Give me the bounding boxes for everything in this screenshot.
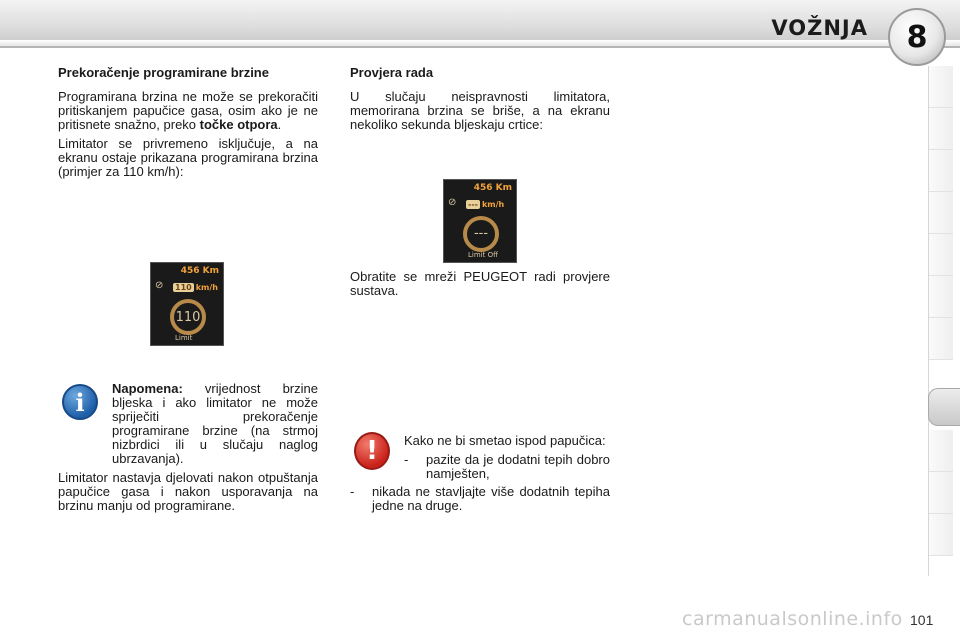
warning-icon: ! bbox=[354, 432, 390, 470]
section-heading-speed-exceed: Prekoračenje programirane brzine bbox=[58, 65, 269, 80]
limiter-status-label: Limit bbox=[175, 334, 193, 342]
chapter-tab[interactable] bbox=[929, 150, 953, 192]
center-speed-value: 110 bbox=[175, 310, 201, 325]
left-column bbox=[58, 66, 318, 184]
bold-term: točke otpora bbox=[199, 117, 278, 132]
set-speed-value: 110 bbox=[175, 282, 192, 292]
speed-unit: km/h bbox=[481, 199, 505, 209]
speed-limiter-display bbox=[150, 262, 224, 346]
chapter-tab[interactable] bbox=[929, 430, 953, 472]
chapter-tab[interactable] bbox=[929, 514, 953, 556]
limiter-icon: ⊘ bbox=[155, 280, 164, 291]
chapter-tab[interactable] bbox=[929, 472, 953, 514]
page-number: 101 bbox=[910, 612, 934, 628]
chapter-title: VOŽNJA bbox=[771, 16, 868, 40]
set-speed-row bbox=[466, 198, 504, 210]
chapter-tab[interactable] bbox=[929, 192, 953, 234]
odometer-readout: 456 Km bbox=[180, 266, 219, 276]
warning-note bbox=[350, 434, 610, 513]
chapter-tab[interactable] bbox=[929, 108, 953, 150]
header-shine bbox=[0, 40, 960, 46]
note-paragraph: Limitator nastavja djelovati nakon otpuštanja papučice gasa i nakon usporavanja na brzinu manju od programirane. bbox=[58, 470, 318, 513]
note-paragraph: Napomena: vrijednost brzine bljeska i ako limitator ne može spriječiti prekoračenje programirane brzine (na strmoj nizbrdici ili u slučaju naglog ubrzavanja). bbox=[112, 381, 318, 466]
info-icon: i bbox=[62, 384, 98, 420]
right-column bbox=[350, 66, 610, 137]
chapter-tab[interactable] bbox=[929, 276, 953, 318]
set-speed-row bbox=[173, 281, 218, 293]
paragraph: Programirana brzina ne može se prekoračiti pritiskanjem papučice gasa, osim ako je ne pritisnete snažno, preko točke otpora. bbox=[58, 89, 318, 132]
speed-limiter-display-off bbox=[443, 179, 517, 263]
chapter-tab[interactable] bbox=[929, 66, 953, 108]
limiter-icon: ⊘ bbox=[448, 197, 457, 208]
odometer-readout: 456 Km bbox=[473, 183, 512, 193]
note-label: Napomena: bbox=[112, 381, 183, 396]
limiter-status-label: Limit Off bbox=[468, 251, 498, 259]
paragraph: Obratite se mreži PEUGEOT radi provjere sustava. bbox=[350, 269, 610, 298]
note-paragraph: Kako ne bi smetao ispod papučica: bbox=[404, 433, 606, 448]
speed-unit: km/h bbox=[195, 282, 218, 292]
chapter-tab-active[interactable] bbox=[928, 388, 960, 426]
list-item: - nikada ne stavljajte više dodatnih tepiha jedne na druge. bbox=[350, 484, 610, 513]
set-speed-value: --- bbox=[468, 199, 478, 209]
list-item: - pazite da je dodatni tepih dobro namješten, bbox=[404, 452, 610, 481]
chapter-tab[interactable] bbox=[929, 234, 953, 276]
watermark: carmanualsonline.info bbox=[682, 608, 903, 630]
chapter-tab-strip bbox=[928, 66, 952, 576]
paragraph: Limitator se privremeno isključuje, a na ekranu ostaje prikazana programirana brzina (primjer za 110 km/h): bbox=[58, 136, 318, 179]
chapter-tab[interactable] bbox=[929, 318, 953, 360]
section-heading-function-check: Provjera rada bbox=[350, 65, 434, 80]
paragraph: U slučaju neispravnosti limitatora, memorirana brzina se briše, a na ekranu nekoliko sekunda bljeskaju crtice: bbox=[350, 89, 610, 132]
center-speed-value: --- bbox=[473, 226, 489, 241]
info-note bbox=[58, 382, 318, 518]
right-column-lower bbox=[350, 270, 610, 303]
chapter-number-badge: 8 bbox=[888, 8, 946, 66]
